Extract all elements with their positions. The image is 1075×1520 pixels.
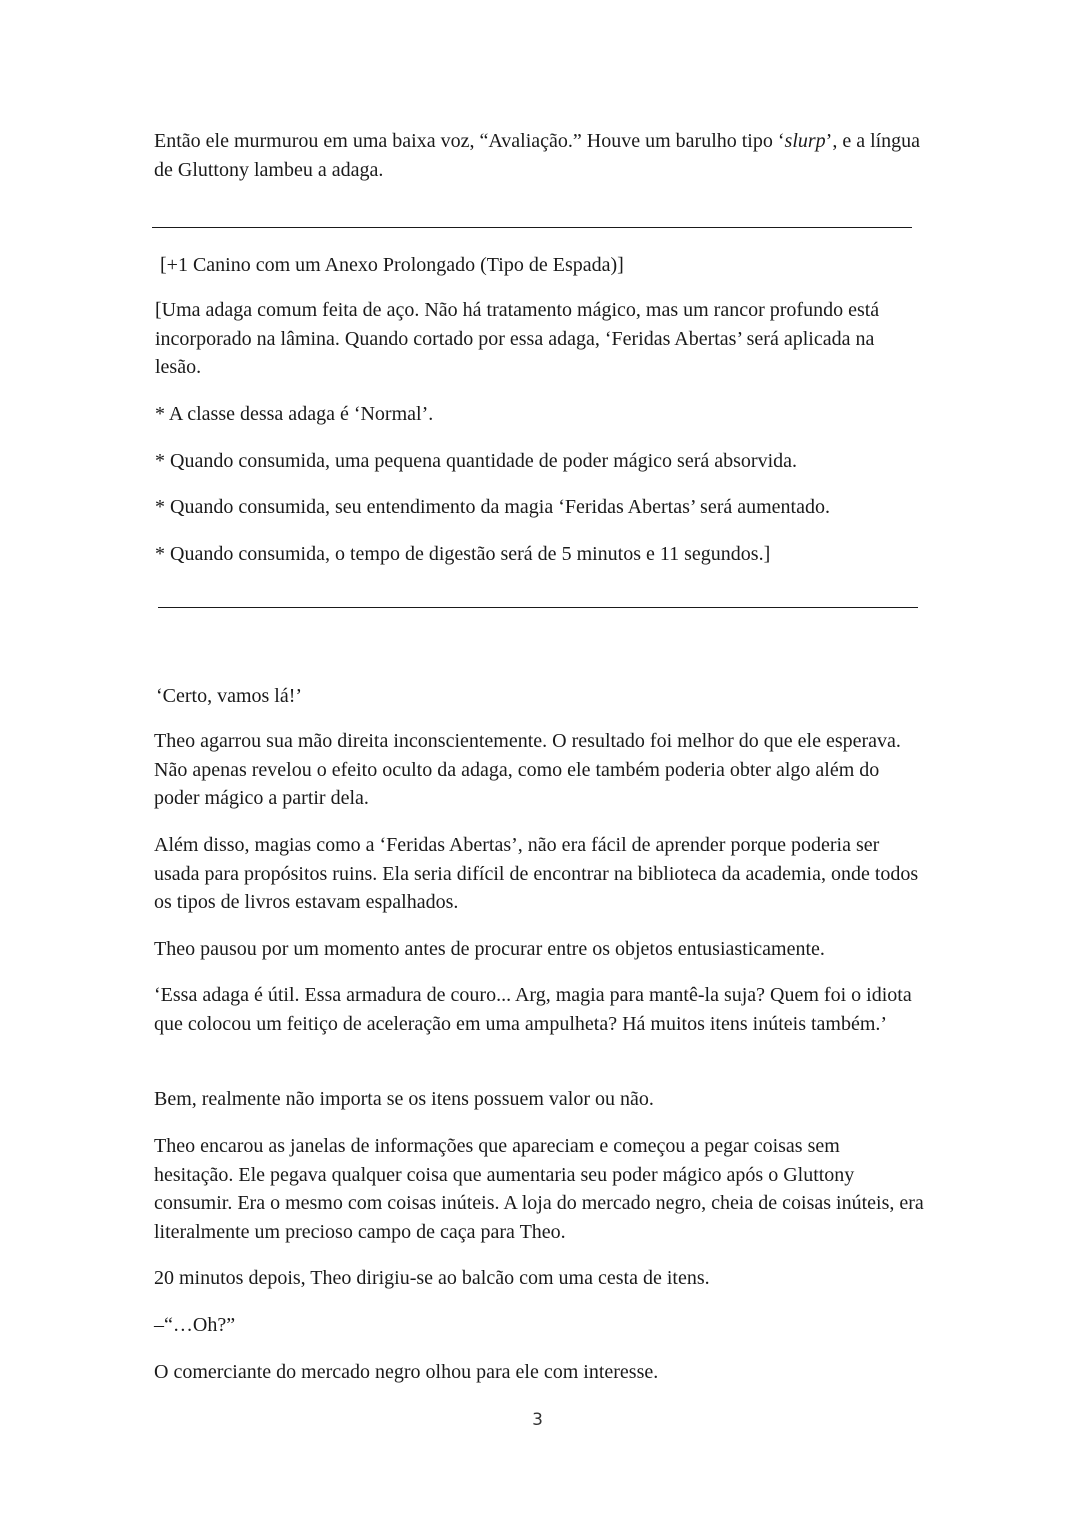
item-title: [+1 Canino com um Anexo Prolongado (Tipo de Espada)] [160, 254, 624, 276]
story-paragraph: Além disso, magias como a ‘Feridas Abertas’, não era fácil de aprender porque poderia ser usada para propósitos ruins. Ela seria difícil de encontrar na biblioteca da academia, onde todos os tipos de livros estavam espalhados. [154, 834, 919, 913]
story-paragraph: Theo pausou por um momento antes de procurar entre os objetos entusiasticamente. [154, 938, 825, 960]
item-note: * Quando consumida, o tempo de digestão será de 5 minutos e 11 segundos.] [155, 543, 771, 565]
item-note: * Quando consumida, seu entendimento da magia ‘Feridas Abertas’ será aumentado. [155, 496, 830, 518]
story-paragraph: Theo encarou as janelas de informações que apareciam e começou a pegar coisas sem hesitação. Ele pegava qualquer coisa que aumentaria seu poder mágico após o Gluttony consumir. Era o mesmo com coisas inúteis. A loja do mercado negro, cheia de coisas inúteis, era literalmente um precioso campo de caça para Theo. [154, 1135, 924, 1243]
story-paragraph: ‘Essa adaga é útil. Essa armadura de couro... Arg, magia para mantê-la suja? Quem foi o idiota que colocou um feitiço de aceleração em uma ampulheta? Há muitos itens inúteis também.’ [154, 984, 912, 1035]
top-divider-line [152, 227, 912, 228]
intro-italic-sound: slurp [784, 130, 826, 152]
item-note: * A classe dessa adaga é ‘Normal’. [155, 403, 434, 425]
bottom-divider-line [158, 607, 918, 608]
item-note: * Quando consumida, uma pequena quantidade de poder mágico será absorvida. [155, 450, 798, 472]
intro-text-start: Então ele murmurou em uma baixa voz, “Avaliação.” Houve um barulho tipo ‘ [154, 130, 785, 152]
story-paragraph: O comerciante do mercado negro olhou para ele com interesse. [154, 1361, 659, 1383]
story-paragraph: Theo agarrou sua mão direita inconscientemente. O resultado foi melhor do que ele esperava. Não apenas revelou o efeito oculto da adaga, como ele também poderia obter algo além do poder mágico a partir dela. [154, 730, 901, 809]
intro-text-end: ’, e a língua de Gluttony lambeu a adaga. [154, 130, 921, 181]
story-paragraph: –“…Oh?” [154, 1314, 236, 1336]
intro-paragraph [154, 127, 924, 184]
page-number: 3 [532, 1410, 543, 1430]
story-paragraph: Bem, realmente não importa se os itens possuem valor ou não. [154, 1088, 654, 1110]
story-paragraph: ‘Certo, vamos lá!’ [156, 685, 303, 707]
item-description: [Uma adaga comum feita de aço. Não há tratamento mágico, mas um rancor profundo está incorporado na lâmina. Quando cortado por essa adaga, ‘Feridas Abertas’ será aplicada na lesão. [155, 299, 880, 378]
story-paragraph: 20 minutos depois, Theo dirigiu-se ao balcão com uma cesta de itens. [154, 1267, 710, 1289]
